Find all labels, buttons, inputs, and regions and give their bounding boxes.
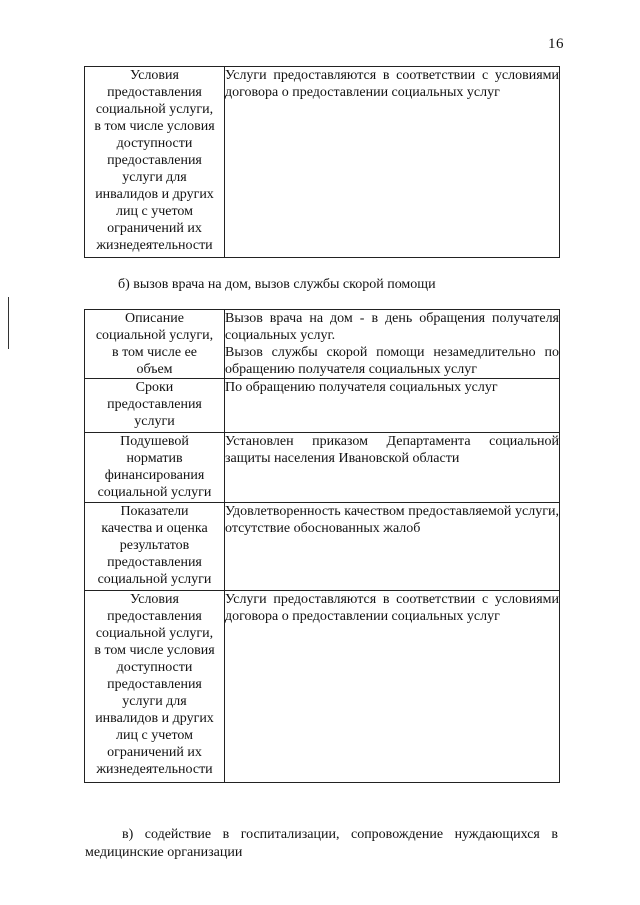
label-line: предоставления: [107, 677, 202, 692]
label-line: качества и оценка: [101, 521, 208, 536]
label-line: социальной услуги,: [95, 626, 214, 641]
value-paragraph: По обращению получателя социальных услуг: [225, 380, 498, 395]
label-line: в том числе ее: [111, 345, 197, 360]
table-row: [85, 433, 560, 503]
table-top: [84, 66, 560, 258]
label-line: инвалидов и других: [95, 711, 214, 726]
table-row: [85, 310, 560, 379]
label-line: в том числе условия: [94, 643, 215, 658]
label-line: Описание: [125, 311, 184, 326]
row-label: [85, 67, 225, 258]
label-line: ограничений их: [107, 745, 202, 760]
value-paragraph: Вызов врача на дом - в день обращения получателя социальных услуг.: [225, 311, 559, 343]
label-line: предоставления: [107, 153, 202, 168]
value-paragraph: Вызов службы скорой помощи незамедлительно по обращению получателя социальных услуг: [225, 345, 559, 377]
label-line: предоставления: [107, 85, 202, 100]
label-line: Показатели: [120, 504, 189, 519]
label-line: услуги: [134, 414, 175, 429]
label-line: предоставления: [107, 397, 202, 412]
table-row: [85, 503, 560, 591]
label-line: социальной услуги,: [95, 102, 214, 117]
label-line: ограничений их: [107, 221, 202, 236]
table-row: [85, 591, 560, 783]
row-value: [225, 591, 560, 783]
value-paragraph: Удовлетворенность качеством предоставляемой услуги, отсутствие обоснованных жалоб: [225, 504, 559, 536]
row-value: [225, 310, 560, 379]
label-line: предоставления: [107, 555, 202, 570]
label-line: социальной услуги: [97, 485, 212, 500]
label-line: доступности: [116, 136, 193, 151]
label-line: норматив: [126, 451, 183, 466]
label-line: социальной услуги: [97, 572, 212, 587]
label-line: инвалидов и других: [95, 187, 214, 202]
label-line: социальной услуги,: [95, 328, 214, 343]
row-value: [225, 379, 560, 433]
label-line: Сроки: [135, 380, 174, 395]
page-number: 16: [548, 36, 564, 52]
row-label: [85, 503, 225, 591]
row-value: [225, 433, 560, 503]
section-b-heading: б) вызов врача на дом, вызов службы скорой помощи: [118, 277, 436, 292]
label-line: жизнедеятельности: [96, 238, 213, 253]
value-paragraph: Услуги предоставляются в соответствии с условиями договора о предоставлении социальных услуг: [225, 592, 559, 624]
label-line: Подушевой: [120, 434, 189, 449]
section-c-paragraph: в) содействие в госпитализации, сопровождение нуждающихся в медицинские организации: [85, 827, 558, 860]
table-section-b: [84, 309, 560, 783]
label-line: лиц с учетом: [116, 204, 193, 219]
row-value: [225, 503, 560, 591]
label-line: доступности: [116, 660, 193, 675]
row-label: [85, 433, 225, 503]
label-line: Условия: [130, 68, 179, 83]
label-line: услуги для: [122, 694, 187, 709]
value-paragraph: Установлен приказом Департамента социальной защиты населения Ивановской области: [225, 434, 559, 466]
table-row: [85, 67, 560, 258]
label-line: лиц с учетом: [116, 728, 193, 743]
label-line: объем: [136, 362, 173, 377]
label-line: финансирования: [104, 468, 205, 483]
row-value: Услуги предоставляются в соответствии с условиями договора о предоставлении социальных услуг: [225, 67, 560, 258]
row-label: [85, 591, 225, 783]
margin-mark: [8, 297, 9, 349]
label-line: в том числе условия: [94, 119, 215, 134]
label-line: жизнедеятельности: [96, 762, 213, 777]
row-label: [85, 310, 225, 379]
label-line: услуги для: [122, 170, 187, 185]
table-row: [85, 379, 560, 433]
label-line: предоставления: [107, 609, 202, 624]
row-label: [85, 379, 225, 433]
label-line: Условия: [130, 592, 179, 607]
label-line: результатов: [119, 538, 190, 553]
